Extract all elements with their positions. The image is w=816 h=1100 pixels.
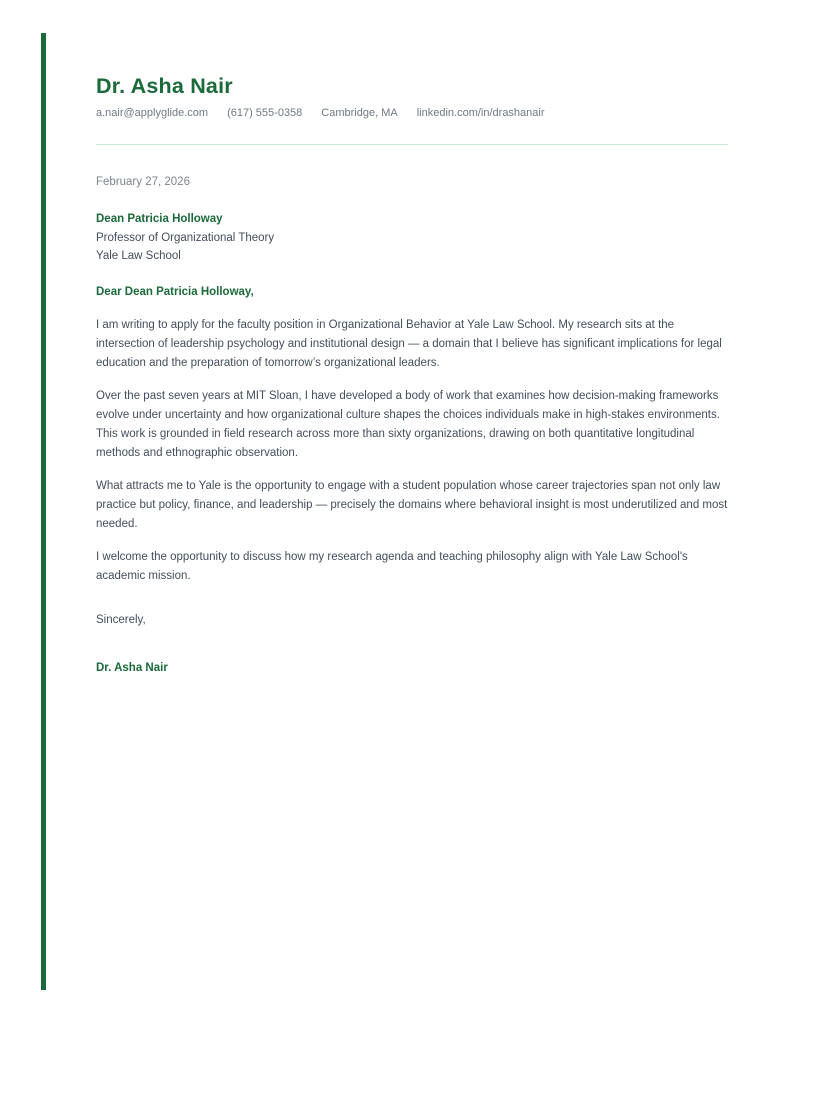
salutation: Dear Dean Patricia Holloway, — [96, 285, 254, 298]
closing: Sincerely, — [96, 613, 146, 626]
recipient-block — [96, 210, 728, 266]
accent-bar — [41, 33, 46, 990]
recipient-title: Professor of Organizational Theory — [96, 231, 275, 244]
contact-phone: (617) 555-0358 — [227, 107, 303, 119]
body-paragraph-1: I am writing to apply for the faculty position in Organizational Behavior at Yale Law School. My research sits at the intersection of leadership psychology and institutional design — a domain that I believe has significant implications for legal education and the preparation of tomorrow’s organizational leaders. — [96, 318, 722, 369]
letter-date: February 27, 2026 — [96, 176, 190, 188]
letter-content — [96, 0, 728, 678]
recipient-organization: Yale Law School — [96, 250, 181, 262]
letter-body — [96, 173, 728, 678]
signature-name: Dr. Asha Nair — [96, 661, 168, 674]
applicant-name: Dr. Asha Nair — [96, 74, 233, 98]
contact-linkedin: linkedin.com/in/drashanair — [416, 107, 545, 119]
recipient-name: Dean Patricia Holloway — [96, 213, 223, 225]
contact-row — [96, 107, 728, 120]
body-paragraph-4: I welcome the opportunity to discuss how my research agenda and teaching philosophy align with Yale Law School's academic mission. — [96, 550, 688, 582]
body-paragraph-2: Over the past seven years at MIT Sloan, I have developed a body of work that examines how decision-making frameworks evolve under uncertainty and how organizational culture shapes the choices individuals make in high-stakes environments. This work is grounded in field research across more than sixty organizations, drawing on both quantitative longitudinal methods and ethnographic observation. — [96, 389, 720, 459]
contact-location: Cambridge, MA — [321, 107, 398, 119]
letter-header — [96, 74, 728, 145]
header-divider — [96, 144, 728, 145]
body-paragraph-3: What attracts me to Yale is the opportunity to engage with a student population whose career trajectories span not only law practice but policy, finance, and leadership — precisely the domains where behavioral insight is most underutilized and most needed. — [96, 479, 728, 530]
contact-email: a.nair@applyglide.com — [96, 107, 209, 119]
